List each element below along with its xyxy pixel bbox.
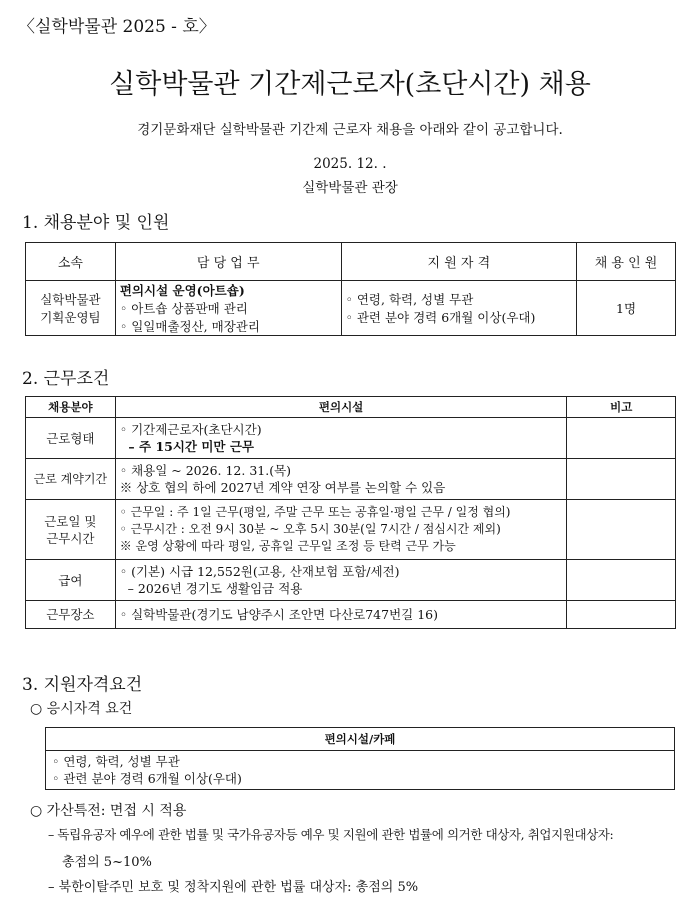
announcement-text: 경기문화재단 실학박물관 기간제 근로자 채용을 아래와 같이 공고합니다. [137, 122, 563, 138]
duty-line: ◦ 아트숍 상품판매 관리 [119, 301, 248, 316]
header-qualification: 지 원 자 격 [341, 243, 577, 281]
duty-cell [115, 281, 341, 336]
document-number: 〈실학박물관 2025 - 호〉 [18, 17, 216, 37]
header-field: 채용분야 [26, 397, 116, 418]
dept-cell [26, 281, 116, 336]
row-label: 급여 [26, 560, 116, 601]
dept-line: 기획운영팀 [40, 310, 101, 325]
conditions-table [25, 396, 676, 629]
duty-line: 편의시설 운영(아트숍) [119, 283, 245, 298]
count-cell: 1명 [577, 281, 676, 336]
content-line: ※ 운영 상황에 따라 평일, 공휴일 근무일 조정 등 탄력 근무 가능 [119, 539, 456, 553]
content-line: ◦ 근무일 : 주 1일 근무(평일, 주말 근무 또는 공휴일·평일 근무 / 일정 협의) [119, 505, 511, 519]
header-dept: 소속 [26, 243, 116, 281]
note-cell [567, 418, 676, 459]
content-line: ※ 상호 협의 하에 2027년 계약 연장 여부를 논의할 수 있음 [119, 480, 446, 495]
table-row [46, 751, 675, 790]
eligibility-line: ◦ 연령, 학력, 성별 무관 [52, 754, 180, 769]
content-line: ◦ 기간제근로자(초단시간) [119, 422, 262, 437]
eligibility-table [45, 727, 675, 790]
row-content [115, 560, 567, 601]
table-row [26, 500, 676, 560]
eligibility-cell [46, 751, 675, 790]
content-line: ◦ 실학박물관(경기도 남양주시 조안면 다산로747번길 16) [119, 607, 438, 622]
table-row [26, 601, 676, 629]
qualification-cell [341, 281, 577, 336]
row-label: 근로일 및 근무시간 [26, 500, 116, 560]
table-row [26, 418, 676, 459]
content-line: – 2026년 경기도 생활임금 적용 [119, 581, 303, 596]
bonus-item: – 독립유공자 예우에 관한 법률 및 국가유공자등 예우 및 지원에 관한 법률에 의거한 대상자, 취업지원대상자: [48, 827, 614, 842]
note-cell [567, 601, 676, 629]
table-row [26, 281, 676, 336]
note-cell [567, 560, 676, 601]
note-cell [567, 459, 676, 500]
table-header-row [26, 397, 676, 418]
section2-heading: 2. 근무조건 [22, 369, 110, 389]
header-facility-cafe: 편의시설/카페 [46, 728, 675, 751]
eligibility-label: ○ 응시자격 요건 [30, 701, 133, 717]
row-content [115, 500, 567, 560]
qual-line: ◦ 관련 분야 경력 6개월 이상(우대) [345, 310, 536, 325]
table-row [26, 560, 676, 601]
qual-line: ◦ 연령, 학력, 성별 무관 [345, 292, 474, 307]
recruitment-table [25, 242, 676, 336]
header-note: 비고 [567, 397, 676, 418]
table-header-row [46, 728, 675, 751]
bonus-item: – 북한이탈주민 보호 및 정착지원에 관한 법률 대상자: 총점의 5% [48, 880, 419, 895]
bonus-item-continued: 총점의 5~10% [62, 855, 152, 870]
issuer: 실학박물관 관장 [302, 180, 398, 196]
row-label: 근로 계약기간 [26, 459, 116, 500]
eligibility-line: ◦ 관련 분야 경력 6개월 이상(우대) [52, 771, 242, 786]
row-label: 근무장소 [26, 601, 116, 629]
content-line: – 주 15시간 미만 근무 [119, 439, 254, 454]
content-line: ◦ 근무시간 : 오전 9시 30분 ~ 오후 5시 30분(일 7시간 / 점심시간 제외) [119, 522, 501, 536]
row-content [115, 418, 567, 459]
section3-heading: 3. 지원자격요건 [22, 675, 143, 695]
row-content [115, 601, 567, 629]
content-line: ◦ 채용일 ~ 2026. 12. 31.(목) [119, 463, 292, 478]
announcement-date: 2025. 12. . [313, 156, 387, 172]
header-duty: 담 당 업 무 [115, 243, 341, 281]
table-header-row [26, 243, 676, 281]
content-line: ◦ (기본) 시급 12,552원(고용, 산재보험 포함/세전) [119, 564, 400, 579]
header-facility: 편의시설 [115, 397, 567, 418]
row-content [115, 459, 567, 500]
row-label: 근로형태 [26, 418, 116, 459]
note-cell [567, 500, 676, 560]
bonus-label: ○ 가산특전: 면접 시 적용 [30, 803, 187, 819]
section1-heading: 1. 채용분야 및 인원 [22, 213, 170, 233]
dept-line: 실학박물관 [40, 292, 101, 307]
table-row [26, 459, 676, 500]
page-title: 실학박물관 기간제근로자(초단시간) 채용 [109, 69, 591, 100]
header-count: 채 용 인 원 [577, 243, 676, 281]
duty-line: ◦ 일일매출정산, 매장관리 [119, 319, 260, 334]
